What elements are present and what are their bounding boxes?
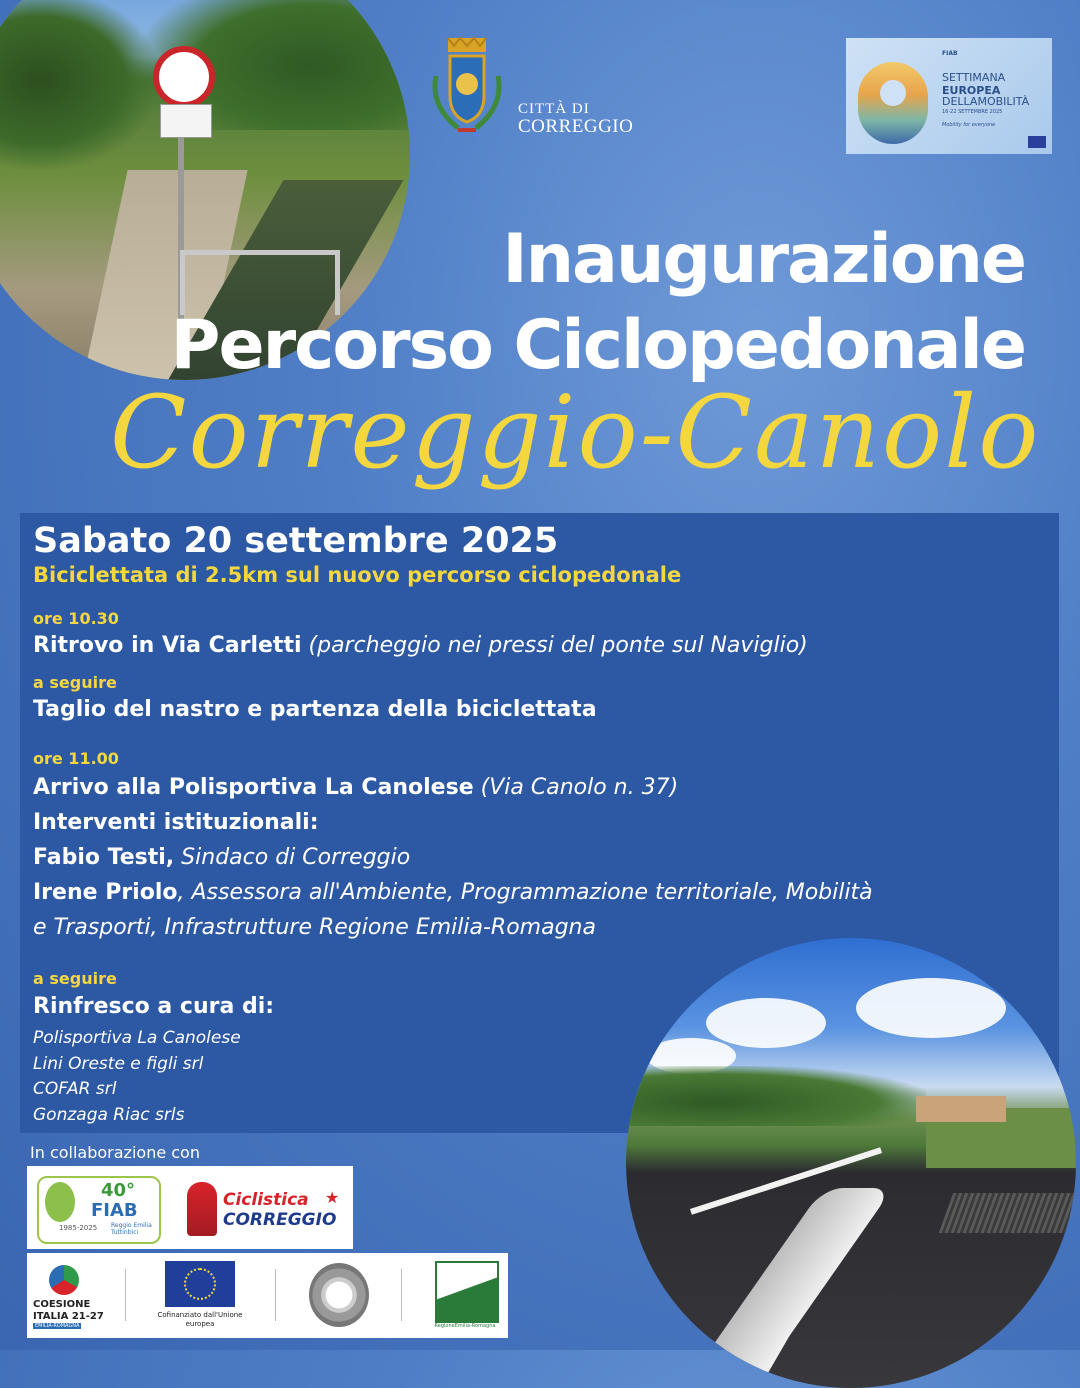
sponsor-item: Lini Oreste e figli srl (33, 1054, 204, 1074)
coesione-line3: EMILIA-ROMAGNA (35, 1323, 80, 1329)
fiab-brand: FIAB (942, 50, 958, 57)
meeting-point-label: Ritrovo in Via Carletti (33, 633, 302, 658)
then-label-1: a seguire (33, 673, 117, 692)
meeting-point-note: (parcheggio nei pressi del ponte sul Naviglio) (308, 633, 808, 658)
ribbon-cutting-label: Taglio del nastro e partenza della biciclettata (33, 697, 597, 722)
star-icon: ★ (325, 1188, 340, 1207)
city-name: CORREGGIO (518, 116, 634, 137)
partners-strip (27, 1166, 353, 1249)
eu-flag-icon (165, 1261, 235, 1307)
funding-strip (27, 1253, 508, 1338)
speaker-2-role-a: , Assessora all'Ambiente, Programmazione territoriale, Mobilità (177, 880, 873, 905)
leaf-icon (45, 1182, 75, 1222)
speaker-2-cont (33, 915, 596, 940)
arrival-address: (Via Canolo n. 37) (480, 775, 679, 800)
emilia-romagna-logo-icon (435, 1261, 499, 1323)
arrival (33, 775, 678, 800)
headline-script: Correggio-Canolo (110, 374, 1041, 491)
refreshment-heading (33, 994, 274, 1019)
eu-flag-icon (1028, 136, 1046, 148)
speaker-2 (33, 880, 873, 905)
speeches-label: Interventi istituzionali: (33, 810, 319, 835)
mobility-week-line2: EUROPEA (942, 84, 1001, 97)
correggio-word: CORREGGIO (223, 1210, 337, 1230)
refreshment-label: Rinfresco a cura di: (33, 994, 275, 1019)
speeches-heading (33, 810, 319, 835)
mobility-week-line3: DELLAMOBILITÀ (942, 95, 1030, 108)
italian-republic-emblem-icon (309, 1263, 369, 1327)
new-road-photo (626, 938, 1076, 1388)
ciclistica-word: Ciclistica (223, 1190, 309, 1210)
time-1100: ore 11.00 (33, 749, 119, 768)
event-date: Sabato 20 settembre 2025 (33, 521, 559, 561)
mobility-week-dates: 16-22 SETTEMBRE 2025 (942, 109, 1003, 115)
city-title (518, 100, 633, 136)
speaker-1-role: Sindaco di Correggio (181, 845, 411, 870)
mobility-week-tagline: Mobility for everyone (942, 122, 996, 128)
ribbon-cutting (33, 697, 597, 722)
coesione-mark-icon (49, 1265, 79, 1295)
mobility-week-logo (846, 38, 1052, 154)
arrival-label: Arrivo alla Polisportiva La Canolese (33, 775, 474, 800)
then-label-2: a seguire (33, 969, 117, 988)
meeting-point (33, 633, 808, 658)
coesione-line1: COESIONE (33, 1299, 91, 1310)
coesione-italia-logo (33, 1265, 104, 1329)
speaker-1 (33, 845, 410, 870)
collaboration-label: In collaborazione con (30, 1143, 200, 1162)
sponsor-item: Polisportiva La Canolese (33, 1028, 241, 1048)
headline-line2: Percorso Ciclopedonale (170, 306, 1025, 385)
fiab-logo (37, 1176, 161, 1244)
city-prefix: CITTÀ DI (518, 101, 590, 117)
emilia-romagna-label: RegioneEmilia-Romagna (434, 1323, 496, 1329)
sponsor-item: Gonzaga Riac srls (33, 1105, 185, 1125)
fiab-region: Reggio Emilia Tuttinbici (111, 1222, 152, 1236)
event-subtitle: Biciclettata di 2.5km sul nuovo percorso ciclopedonale (33, 563, 682, 587)
farmhouse (916, 1096, 1006, 1122)
eu-cofunding-label: Cofinanziato dall'Unione europea (157, 1311, 243, 1328)
speaker-2-role-b: e Trasporti, Infrastrutture Regione Emilia-Romagna (33, 915, 596, 940)
headline-line1: Inaugurazione (502, 220, 1025, 299)
city-crest-icon (428, 36, 506, 140)
fiab-years: 1985-2025 (59, 1224, 98, 1232)
fiab-word: FIAB (91, 1200, 138, 1221)
cyclist-icon (187, 1182, 217, 1236)
speaker-1-name: Fabio Testi, (33, 845, 175, 870)
ciclistica-correggio-logo (187, 1182, 343, 1238)
mobility-week-line1: SETTIMANA (942, 71, 1006, 84)
no-entry-sign-icon (153, 46, 215, 108)
time-1030: ore 10.30 (33, 609, 119, 628)
sponsor-item: COFAR srl (33, 1079, 117, 1099)
fiab-anniversary: 40° (101, 1180, 136, 1201)
speaker-2-name: Irene Priolo (33, 880, 178, 905)
coesione-line2: ITALIA 21-27 (33, 1311, 104, 1322)
